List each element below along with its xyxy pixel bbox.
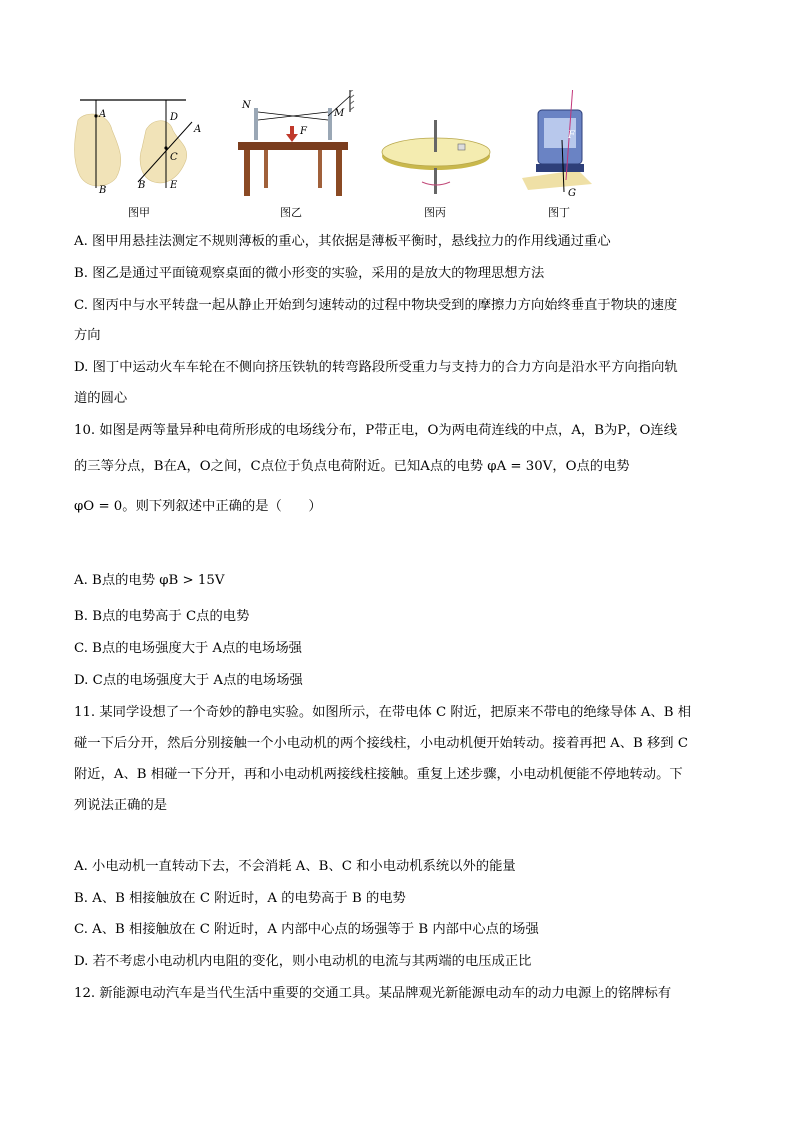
label: F: [568, 130, 575, 141]
q10-option-d: D. C点的电场强度大于 A点的电场场强: [74, 673, 303, 688]
q11-stem-line1: 11. 某同学设想了一个奇妙的静电实验。如图所示，在带电体 C 附近，把原来不带电的绝缘导体 A、B 相: [74, 705, 691, 720]
figure-3-caption: 图丙: [424, 206, 446, 219]
q10-stem-line1: 10. 如图是两等量异种电荷所形成的电场线分布，P带正电，O为两电荷连线的中点，A，B为P，O连线: [74, 423, 678, 438]
figure-4-caption: 图丁: [548, 206, 570, 219]
label: D: [170, 112, 179, 123]
figure-2-caption: 图乙: [280, 206, 302, 219]
q9-option-b: B. 图乙是通过平面镜观察桌面的微小形变的实验，采用的是放大的物理思想方法: [74, 266, 545, 281]
q9-option-c-line2: 方向: [74, 328, 101, 343]
q11-option-a: A. 小电动机一直转动下去，不会消耗 A、B、C 和小电动机系统以外的能量: [74, 859, 516, 874]
figure-3-turntable: [382, 120, 490, 194]
q11-stem-line3: 附近，A、B 相碰一下分开，再和小电动机两接线柱接触。重复上述步骤，小电动机便能不停地转动。下: [74, 767, 683, 782]
figure-4-train: [522, 90, 592, 199]
q9-option-d-line2: 道的圆心: [74, 391, 128, 406]
q9-option-c-line1: C. 图丙中与水平转盘一起从静止开始到匀速转动的过程中物块受到的摩擦力方向始终垂直于物块的速度: [74, 298, 678, 313]
label: C: [170, 152, 178, 163]
q10-option-b: B. B点的电势高于 C点的电势: [74, 609, 250, 624]
q11-stem-line4: 列说法正确的是: [74, 798, 168, 813]
label: G: [568, 188, 576, 199]
q10-stem-line3: φO = 0。则下列叙述中正确的是（ ）: [74, 499, 322, 514]
q11-option-c: C. A、B 相接触放在 C 附近时，A 内部中心点的场强等于 B 内部中心点的场强: [74, 922, 539, 937]
q9-option-d-line1: D. 图丁中运动火车车轮在不侧向挤压铁轨的转弯路段所受重力与支持力的合力方向是沿水平方向指向轨: [74, 360, 678, 375]
q9-option-a: A. 图甲用悬挂法测定不规则薄板的重心，其依据是薄板平衡时，悬线拉力的作用线通过重心: [74, 234, 611, 249]
q11-option-d: D. 若不考虑小电动机内电阻的变化，则小电动机的电流与其两端的电压成正比: [74, 954, 532, 969]
label: A: [99, 109, 107, 120]
figure-1-caption: 图甲: [128, 206, 150, 219]
q10-option-a: A. B点的电势 φB > 15V: [74, 573, 225, 588]
label: A: [194, 124, 202, 135]
q10-option-c: C. B点的电场强度大于 A点的电场场强: [74, 641, 302, 656]
label: M: [334, 108, 345, 119]
label: B: [99, 185, 107, 196]
label: F: [300, 126, 307, 137]
q12-stem-line1: 12. 新能源电动汽车是当代生活中重要的交通工具。某品牌观光新能源电动车的动力电源上的铭牌标有: [74, 986, 672, 1001]
figure-row: [68, 90, 668, 220]
label: E: [170, 180, 178, 191]
q11-option-b: B. A、B 相接触放在 C 附近时，A 的电势高于 B 的电势: [74, 891, 406, 906]
figure-1-suspension: [75, 100, 202, 196]
q11-stem-line2: 碰一下后分开，然后分别接触一个小电动机的两个接线柱，小电动机便开始转动。接着再把 A、B 移到 C: [74, 736, 688, 751]
label: B: [138, 180, 146, 191]
q10-stem-line2: 的三等分点，B在A，O之间，C点位于负点电荷附近。已知A点的电势 φA = 30V，O点的电势: [74, 459, 630, 474]
label: N: [242, 100, 251, 111]
figure-2-mirror-table: [238, 90, 354, 196]
